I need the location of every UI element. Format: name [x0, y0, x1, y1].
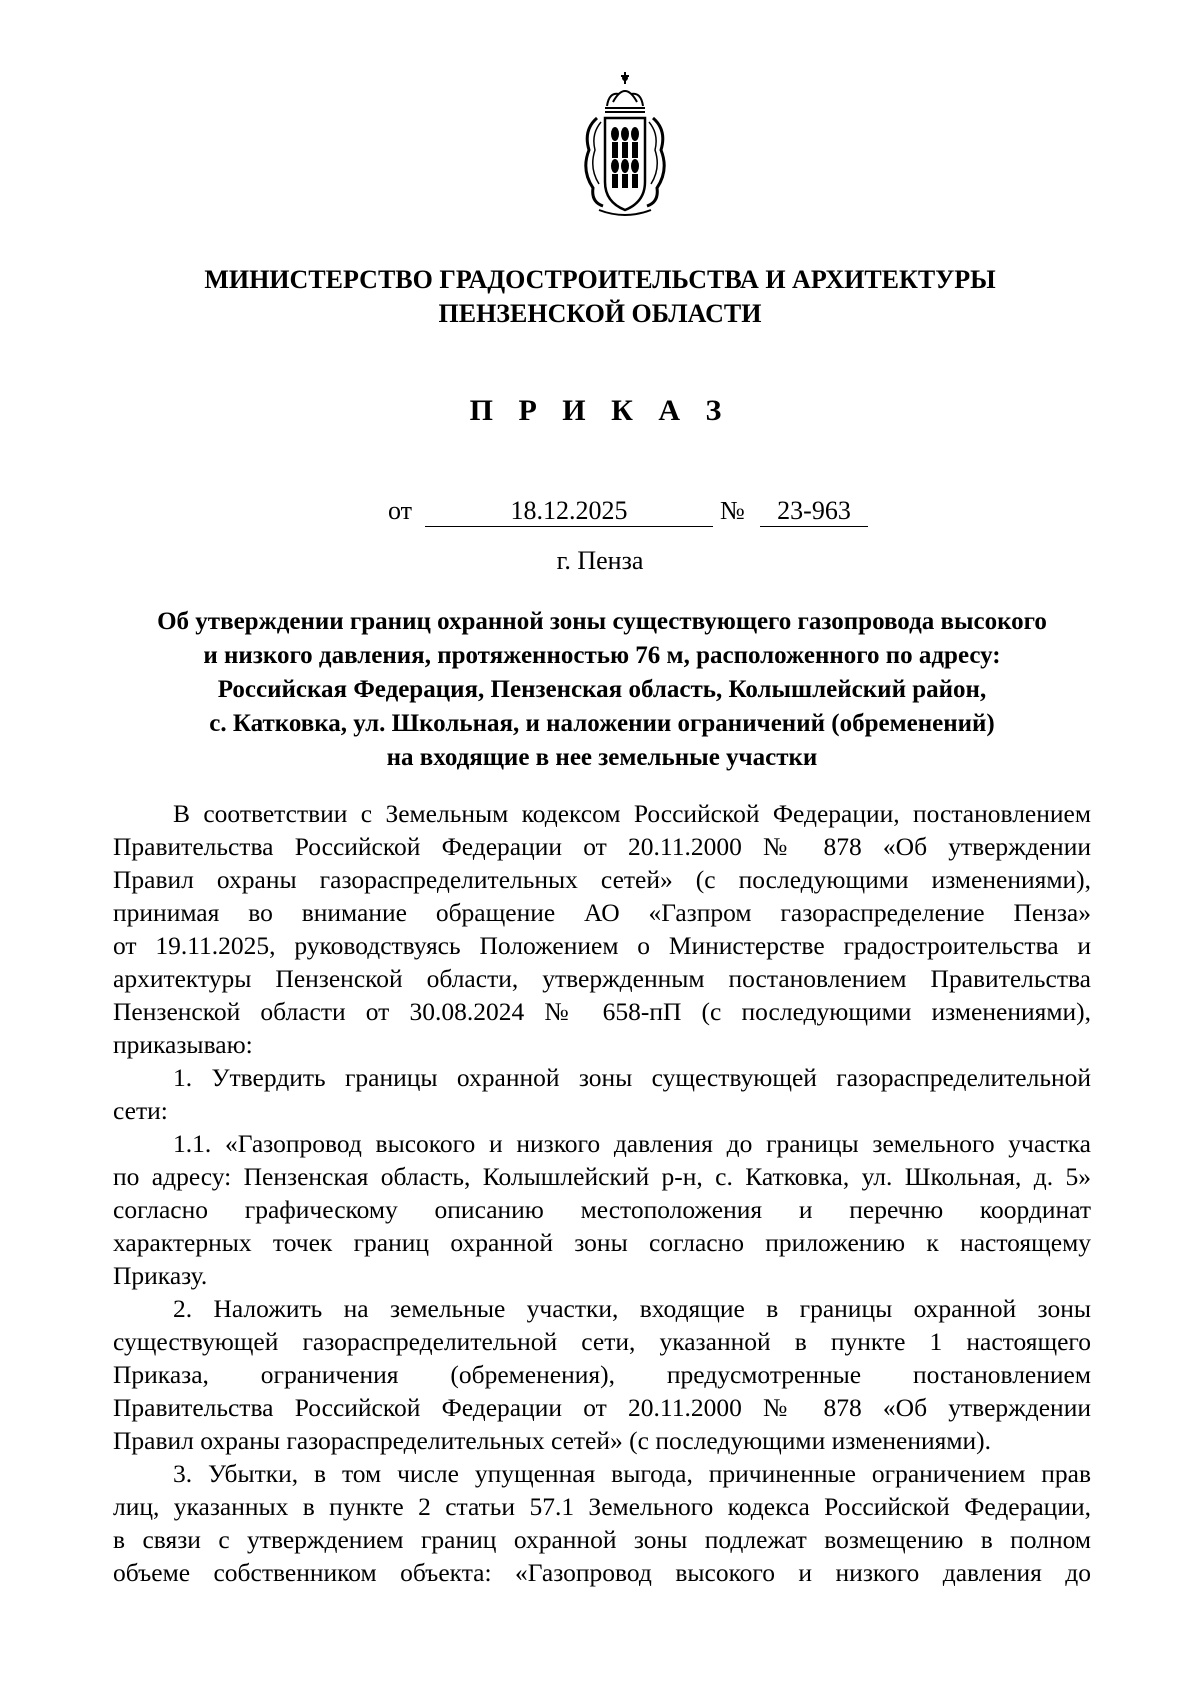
- body-line: 1.1. «Газопровод высокого и низкого давления до границы земельного участка: [173, 1129, 1091, 1158]
- penza-coat-of-arms-emblem: [575, 70, 675, 220]
- body-line: лиц, указанных в пункте 2 статьи 57.1 Земельного кодекса Российской Федерации,: [113, 1492, 1091, 1521]
- city: г. Пенза: [556, 546, 644, 575]
- order-title: П Р И К А З: [469, 394, 731, 427]
- body-line: Правительства Российской Федерации от 20.11.2000 № 878 «Об утверждении: [113, 832, 1091, 861]
- order-date: 18.12.2025: [425, 495, 713, 527]
- body-line: 2. Наложить на земельные участки, входящие в границы охранной зоны: [173, 1294, 1091, 1323]
- body-line: Приказа, ограничения (обременения), предусмотренные постановлением: [113, 1360, 1091, 1389]
- subject-line: Российская Федерация, Пензенская область, Колышлейский район,: [217, 676, 987, 703]
- order-subject: [113, 605, 1091, 775]
- date-prefix: от: [388, 496, 413, 525]
- ministry-name: [0, 263, 1200, 331]
- body-line: объеме собственником объекта: «Газопровод высокого и низкого давления до: [113, 1558, 1091, 1587]
- subject-line: Об утверждении границ охранной зоны существующего газопровода высокого: [157, 608, 1047, 635]
- body-line: Правил охраны газораспределительных сетей» (с последующими изменениями).: [113, 1426, 992, 1455]
- body-line: в связи с утверждением границ охранной зоны подлежат возмещению в полном: [113, 1525, 1091, 1554]
- body-line: принимая во внимание обращение АО «Газпром газораспределение Пенза»: [113, 898, 1091, 927]
- body-line: 3. Убытки, в том числе упущенная выгода, причиненные ограничением прав: [173, 1459, 1091, 1488]
- body-line: от 19.11.2025, руководствуясь Положением о Министерстве градостроительства и: [113, 931, 1091, 960]
- body-line: характерных точек границ охранной зоны согласно приложению к настоящему: [113, 1228, 1091, 1257]
- ministry-line-2: ПЕНЗЕНСКОЙ ОБЛАСТИ: [438, 299, 762, 328]
- number-prefix: №: [720, 496, 745, 525]
- body-line: по адресу: Пензенская область, Колышлейский р-н, с. Катковка, ул. Школьная, д. 5»: [113, 1162, 1091, 1191]
- body-line: В соответствии с Земельным кодексом Российской Федерации, постановлением: [173, 799, 1091, 828]
- subject-line: на входящие в нее земельные участки: [386, 744, 818, 771]
- body-line: Пензенской области от 30.08.2024 № 658-пП (с последующими изменениями),: [113, 997, 1091, 1026]
- ministry-line-1: МИНИСТЕРСТВО ГРАДОСТРОИТЕЛЬСТВА И АРХИТЕКТУРЫ: [204, 265, 996, 294]
- body-line: Правил охраны газораспределительных сетей» (с последующими изменениями),: [113, 865, 1091, 894]
- body-line: Правительства Российской Федерации от 20.11.2000 № 878 «Об утверждении: [113, 1393, 1091, 1422]
- order-body: [113, 797, 1091, 1589]
- body-line: архитектуры Пензенской области, утвержденным постановлением Правительства: [113, 964, 1091, 993]
- body-line: Приказу.: [113, 1261, 208, 1290]
- subject-line: и низкого давления, протяженностью 76 м, расположенного по адресу:: [203, 642, 1001, 669]
- body-line: 1. Утвердить границы охранной зоны существующей газораспределительной: [173, 1063, 1091, 1092]
- body-line: существующей газораспределительной сети, указанной в пункте 1 настоящего: [113, 1327, 1091, 1356]
- subject-line: с. Катковка, ул. Школьная, и наложении ограничений (обременений): [209, 710, 995, 737]
- body-line: согласно графическому описанию местоположения и перечню координат: [113, 1195, 1091, 1224]
- body-line: приказываю:: [113, 1030, 253, 1059]
- body-line: сети:: [113, 1096, 168, 1125]
- order-number: 23-963: [760, 495, 868, 527]
